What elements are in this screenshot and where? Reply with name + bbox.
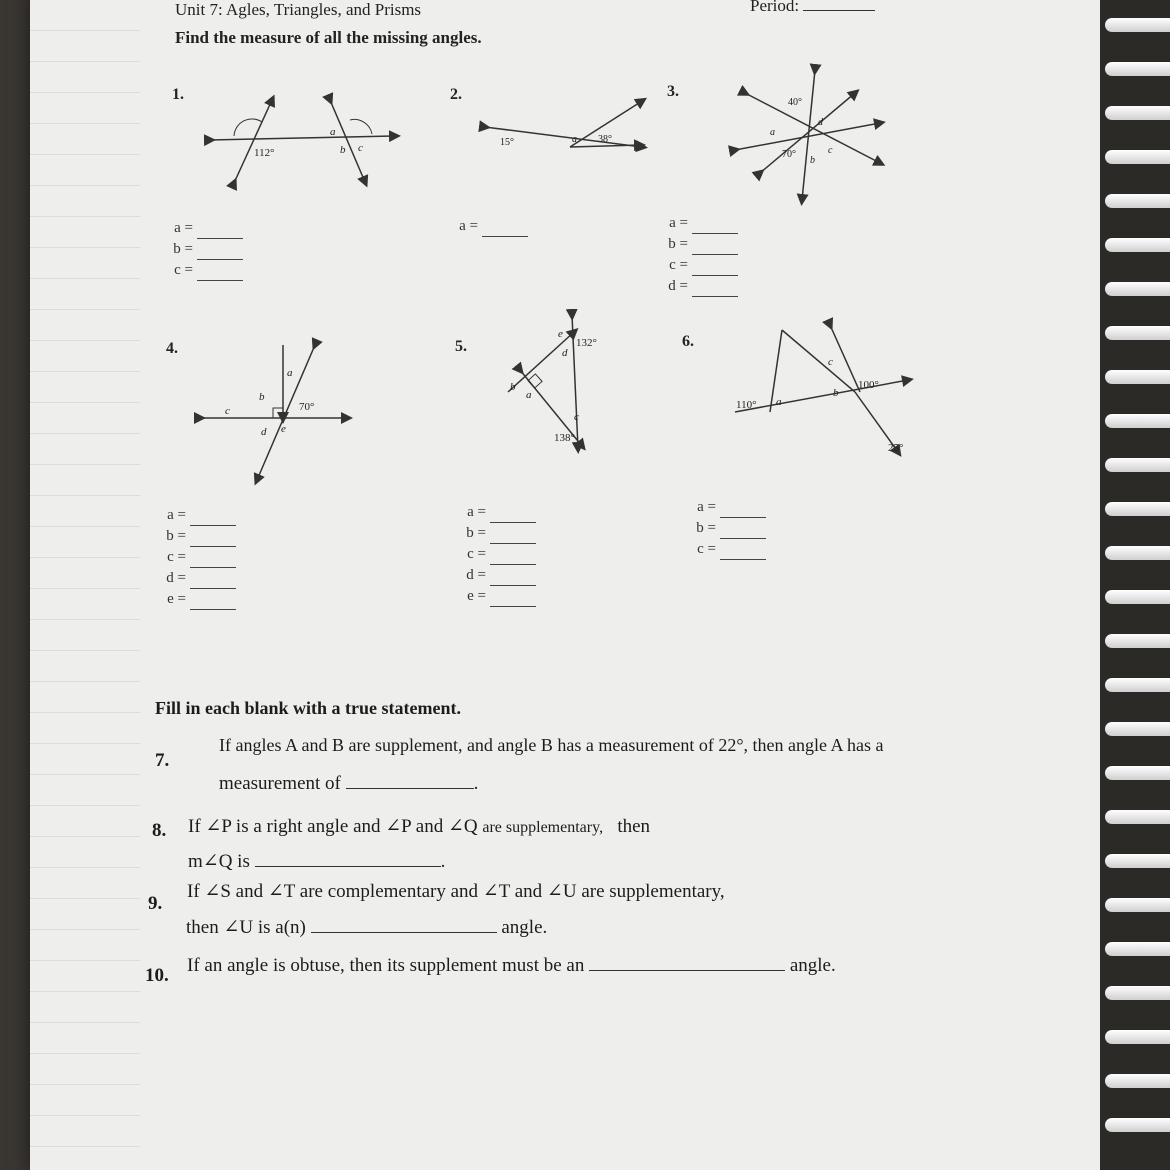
binder-ring <box>1105 414 1170 428</box>
label-d: d <box>818 117 823 128</box>
answer-blank[interactable] <box>490 550 536 565</box>
ruled-margin <box>30 0 140 1170</box>
answer-blank[interactable] <box>692 282 738 297</box>
binder-ring <box>1105 150 1170 164</box>
answer-blank[interactable] <box>190 511 236 526</box>
answer-blank[interactable] <box>190 595 236 610</box>
label-112: 112° <box>254 147 275 159</box>
answer-blank[interactable] <box>190 574 236 589</box>
answer-blank[interactable] <box>197 224 243 239</box>
answer-blank[interactable] <box>482 222 528 237</box>
label-a: a <box>572 134 577 145</box>
answer-blank[interactable] <box>190 553 236 568</box>
label-d: d <box>562 347 568 359</box>
label-40: 40° <box>788 97 802 108</box>
answer-blank[interactable] <box>692 219 738 234</box>
label-d: d <box>261 426 267 438</box>
q8-line1: If ∠P is a right angle and ∠P and ∠Q are supplementary, then <box>188 816 651 837</box>
label-c: c <box>828 145 833 156</box>
answer-blank[interactable] <box>490 529 536 544</box>
label-b: b <box>810 155 815 166</box>
q9-line1: If ∠S and ∠T are complementary and ∠T and ∠U are supplementary, <box>187 881 725 902</box>
label-25: 25° <box>888 442 904 454</box>
answers-6: a = b = c = <box>678 497 766 560</box>
binder-ring <box>1105 1074 1170 1088</box>
diagram-5 <box>500 310 610 460</box>
label-110: 110° <box>736 399 757 411</box>
answers-3: a = b = c = d = <box>650 213 738 297</box>
label-e: e <box>281 423 286 435</box>
q9-blank[interactable] <box>311 916 497 933</box>
answer-blank[interactable] <box>720 524 766 539</box>
problem-4-number: 4. <box>166 340 178 357</box>
label-138: 138° <box>554 432 575 444</box>
binder-ring <box>1105 678 1170 692</box>
binder-ring <box>1105 634 1170 648</box>
q9-line2: then ∠U is a(n) angle. <box>186 917 548 938</box>
answer-blank[interactable] <box>197 245 243 260</box>
binder-ring <box>1105 546 1170 560</box>
q10-text: If an angle is obtuse, then its supplement must be an angle. <box>187 955 836 976</box>
problem-2-number: 2. <box>450 86 462 103</box>
binder-ring <box>1105 502 1170 516</box>
period-label: Period: <box>750 0 875 16</box>
q10-blank[interactable] <box>589 954 785 971</box>
answer-blank[interactable] <box>720 545 766 560</box>
binder-ring <box>1105 854 1170 868</box>
binder-ring <box>1105 62 1170 76</box>
problem-1-number: 1. <box>172 86 184 103</box>
label-a: a <box>330 126 336 138</box>
binder-ring <box>1105 458 1170 472</box>
label-70: 70° <box>782 149 796 160</box>
q9-number: 9. <box>148 893 163 914</box>
problem-5-number: 5. <box>455 338 467 355</box>
label-15: 15° <box>500 137 514 148</box>
answer-blank[interactable] <box>720 503 766 518</box>
answer-blank[interactable] <box>197 266 243 281</box>
binder-ring <box>1105 722 1170 736</box>
q7-blank[interactable] <box>346 772 474 789</box>
answer-blank[interactable] <box>490 592 536 607</box>
binder-ring <box>1105 590 1170 604</box>
q8-line2: m∠Q is . <box>188 851 446 872</box>
label-a: a <box>526 389 532 401</box>
answer-blank[interactable] <box>692 240 738 255</box>
binder-ring <box>1105 106 1170 120</box>
fill-heading: Fill in each blank with a true statement. <box>155 698 461 718</box>
label-100: 100° <box>858 379 879 391</box>
label-c: c <box>358 142 363 154</box>
diagram-4 <box>195 340 355 485</box>
binder-ring <box>1105 370 1170 384</box>
label-a: a <box>287 367 293 379</box>
label-132: 132° <box>576 337 597 349</box>
label-b: b <box>510 381 516 393</box>
answers-2: a = <box>440 216 528 237</box>
q8-blank[interactable] <box>255 850 441 867</box>
binder-ring <box>1105 238 1170 252</box>
diagram-1 <box>200 90 410 190</box>
label-b: b <box>259 391 265 403</box>
label-c: c <box>574 411 579 423</box>
binder-ring <box>1105 810 1170 824</box>
problem-3-number: 3. <box>667 83 679 100</box>
label-a: a <box>776 396 782 408</box>
label-c: c <box>225 405 230 417</box>
answers-4: a = b = c = d = e = <box>148 505 236 610</box>
q8-number: 8. <box>152 820 167 841</box>
answer-blank[interactable] <box>692 261 738 276</box>
answer-blank[interactable] <box>490 508 536 523</box>
unit-title: Unit 7: Agles, Triangles, and Prisms <box>175 0 422 19</box>
label-b: b <box>340 144 346 156</box>
label-b: b <box>833 387 839 399</box>
binder-ring <box>1105 326 1170 340</box>
binder-ring <box>1105 986 1170 1000</box>
binder-ring <box>1105 1030 1170 1044</box>
q10-number: 10. <box>145 965 169 986</box>
binder-ring <box>1105 766 1170 780</box>
q7-number: 7. <box>155 750 170 771</box>
binder-ring <box>1105 194 1170 208</box>
binder-ring <box>1105 282 1170 296</box>
answers-1: a = b = c = <box>155 218 243 281</box>
diagram-3 <box>730 65 890 205</box>
binder-ring <box>1105 898 1170 912</box>
label-70: 70° <box>299 401 315 413</box>
diagram-2 <box>480 95 650 155</box>
label-38: 38° <box>598 134 612 145</box>
answers-5: a = b = c = d = e = <box>448 502 536 607</box>
q7-line1: If angles A and B are supplement, and angle B has a measurement of 22°, then angle A has a <box>219 735 884 755</box>
instructions: Find the measure of all the missing angles. <box>175 28 482 47</box>
label-a: a <box>770 127 775 138</box>
binder-ring <box>1105 1118 1170 1132</box>
diagram-6 <box>730 320 920 460</box>
label-c: c <box>828 356 833 368</box>
answer-blank[interactable] <box>490 571 536 586</box>
binder-ring <box>1105 18 1170 32</box>
problem-6-number: 6. <box>682 333 694 350</box>
answer-blank[interactable] <box>190 532 236 547</box>
q7-line2: measurement of . <box>219 773 479 794</box>
binder-ring <box>1105 942 1170 956</box>
label-e: e <box>558 328 563 340</box>
